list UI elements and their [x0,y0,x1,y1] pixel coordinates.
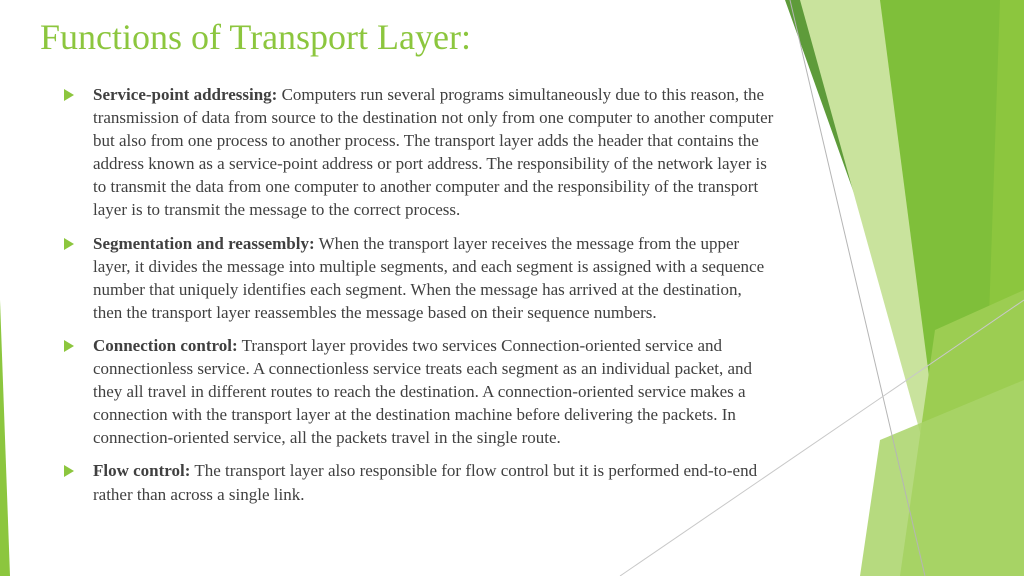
bullet-arrow-icon [64,89,74,101]
bullet-arrow-icon [64,340,74,352]
bullet-connection-control [64,334,774,449]
bullet-term: Segmentation and reassembly: [93,233,315,253]
bullet-term: Service-point addressing: [93,85,278,104]
bullet-segmentation-and-reassembly [64,232,774,324]
slide-title: Functions of Transport Layer: [40,17,471,57]
bullet-arrow-icon [64,465,74,477]
bullet-term: Connection control: [93,335,238,355]
bullet-text: Computers run several programs simultaneously due to this reason, the transmission of data from source to the destination not only from one computer to another computer but also from one process to another process. The transport layer adds the header that contains the address known as a service-point address or port address. The responsibility of the network layer is to transmit the data from one computer to another computer and the responsibility of the transport layer is to transmit the message to the correct process. [93,85,774,220]
bullet-list [64,83,774,516]
decor-left-green-sliver [0,300,10,576]
bullet-text: The transport layer also responsible for flow control but it is performed end-to-end rather than across a single link. [93,461,758,504]
bullet-text: When the transport layer receives the message from the upper layer, it divides the message into multiple segments, and each segment is assigned with a sequence number that uniquely identifies each segment. When the message has arrived at the destination, then the transport layer reassembles the message based on their sequence numbers. [93,233,765,322]
bullet-service-point-addressing [64,83,774,222]
bullet-term: Flow control: [93,461,191,481]
bullet-text: Transport layer provides two services Connection-oriented service and connectionless service. A connectionless service treats each segment as an individual packet, and they all travel in different routes to reach the destination. A connection-oriented service makes a connection with the transport layer at the destination machine before delivering the packets. In connection-oriented service, all the packets travel in the single route. [93,335,752,448]
bullet-flow-control [64,459,774,505]
bullet-arrow-icon [64,238,74,250]
